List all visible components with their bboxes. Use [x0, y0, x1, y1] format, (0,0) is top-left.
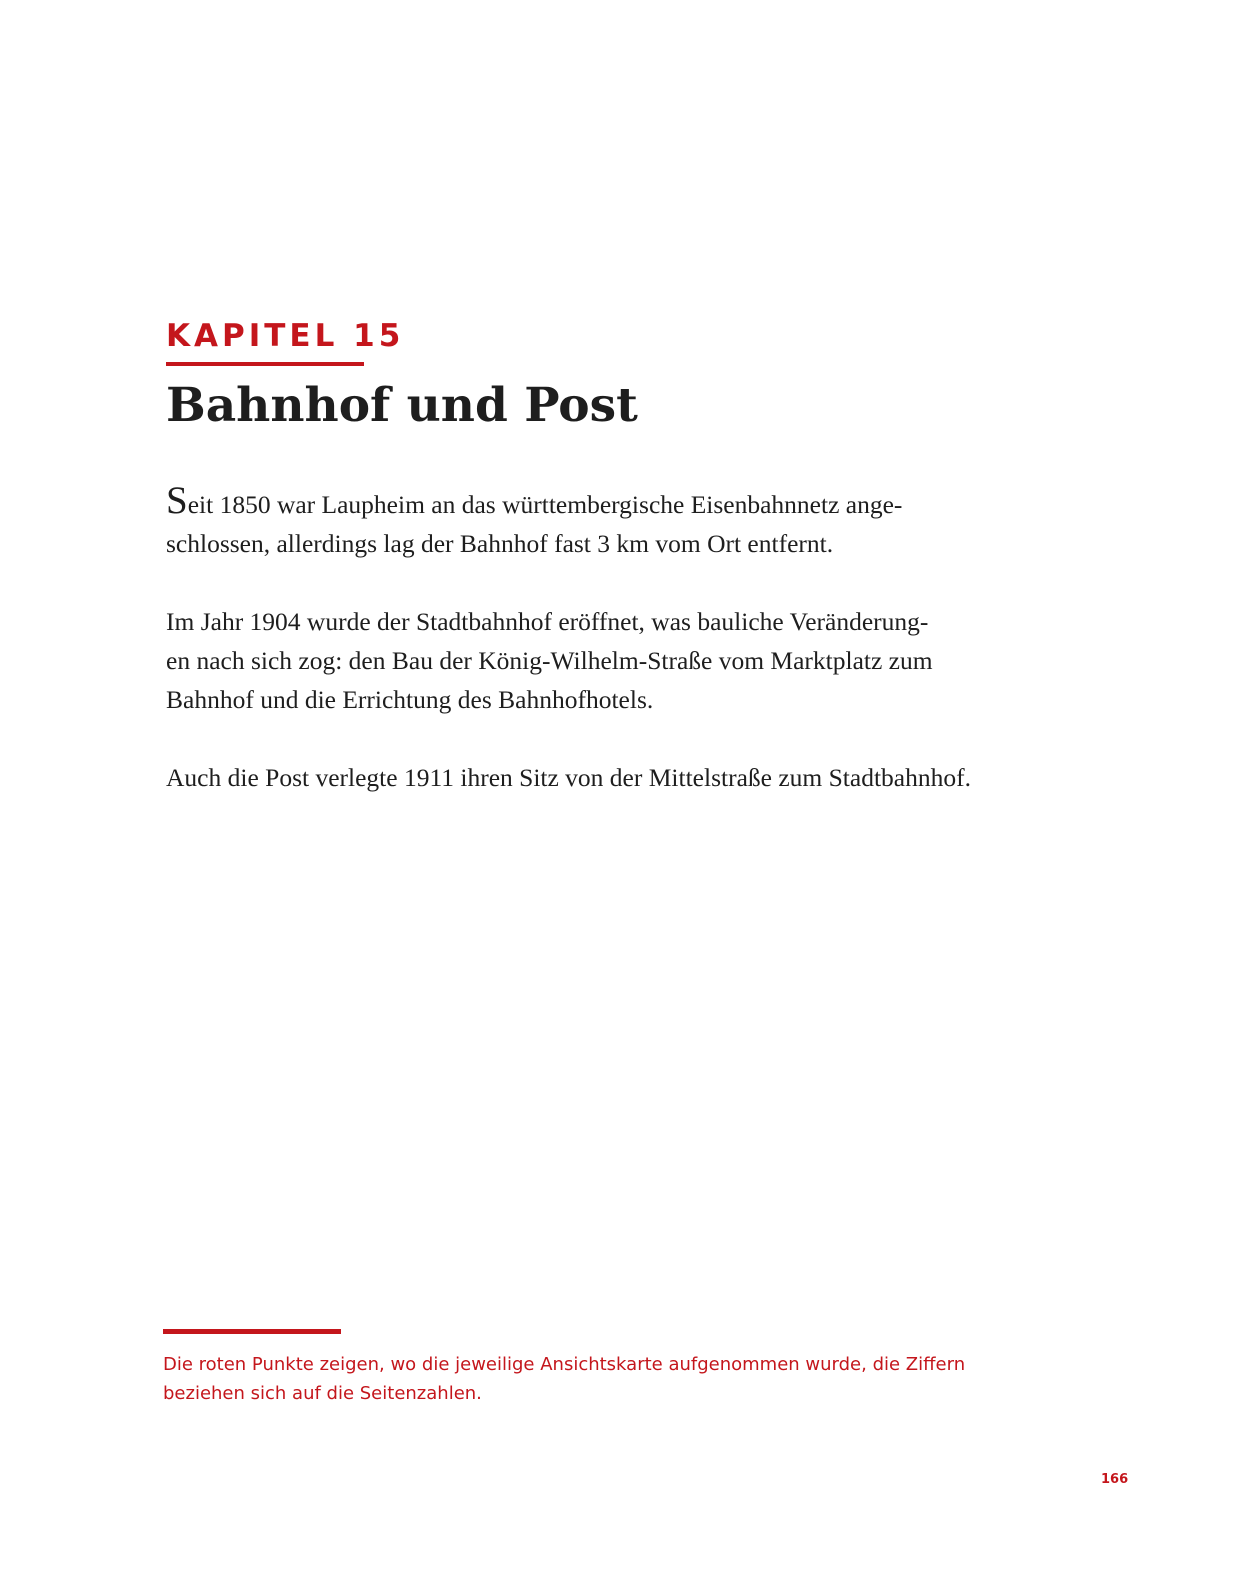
- drop-cap: S: [166, 479, 188, 522]
- footnote-separator: [163, 1329, 341, 1334]
- chapter-label-underline: [166, 362, 364, 366]
- paragraph-1-line-1-text: eit 1850 war Laupheim an das württembergische Eisenbahnnetz ange-: [187, 490, 903, 519]
- chapter-label: KAPITEL 15: [166, 318, 405, 354]
- paragraph-1-line-1: [166, 479, 1066, 524]
- paragraph-2-line-2: en nach sich zog: den Bau der König-Wilhelm-Straße vom Marktplatz zum: [166, 646, 933, 675]
- paragraph-2-line-3: Bahnhof und die Errichtung des Bahnhofhotels.: [166, 685, 654, 714]
- paragraph-3-line-1: Auch die Post verlegte 1911 ihren Sitz von der Mittelstraße zum Stadtbahnhof.: [166, 763, 971, 792]
- paragraph-2-line-1: Im Jahr 1904 wurde der Stadtbahnhof eröffnet, was bauliche Veränderung-: [166, 607, 929, 636]
- chapter-title: Bahnhof und Post: [166, 378, 638, 433]
- paragraph-1-line-2: schlossen, allerdings lag der Bahnhof fast 3 km vom Ort entfernt.: [166, 529, 834, 558]
- footnote-line-2: beziehen sich auf die Seitenzahlen.: [163, 1383, 482, 1404]
- footnote: [163, 1350, 1063, 1408]
- paragraph-3: [166, 758, 1066, 797]
- page-number: 166: [1101, 1472, 1129, 1487]
- paragraph-2: [166, 602, 1066, 719]
- footnote-line-1: Die roten Punkte zeigen, wo die jeweilige Ansichtskarte aufgenommen wurde, die Ziffern: [163, 1354, 966, 1375]
- paragraph-1: [166, 479, 1066, 563]
